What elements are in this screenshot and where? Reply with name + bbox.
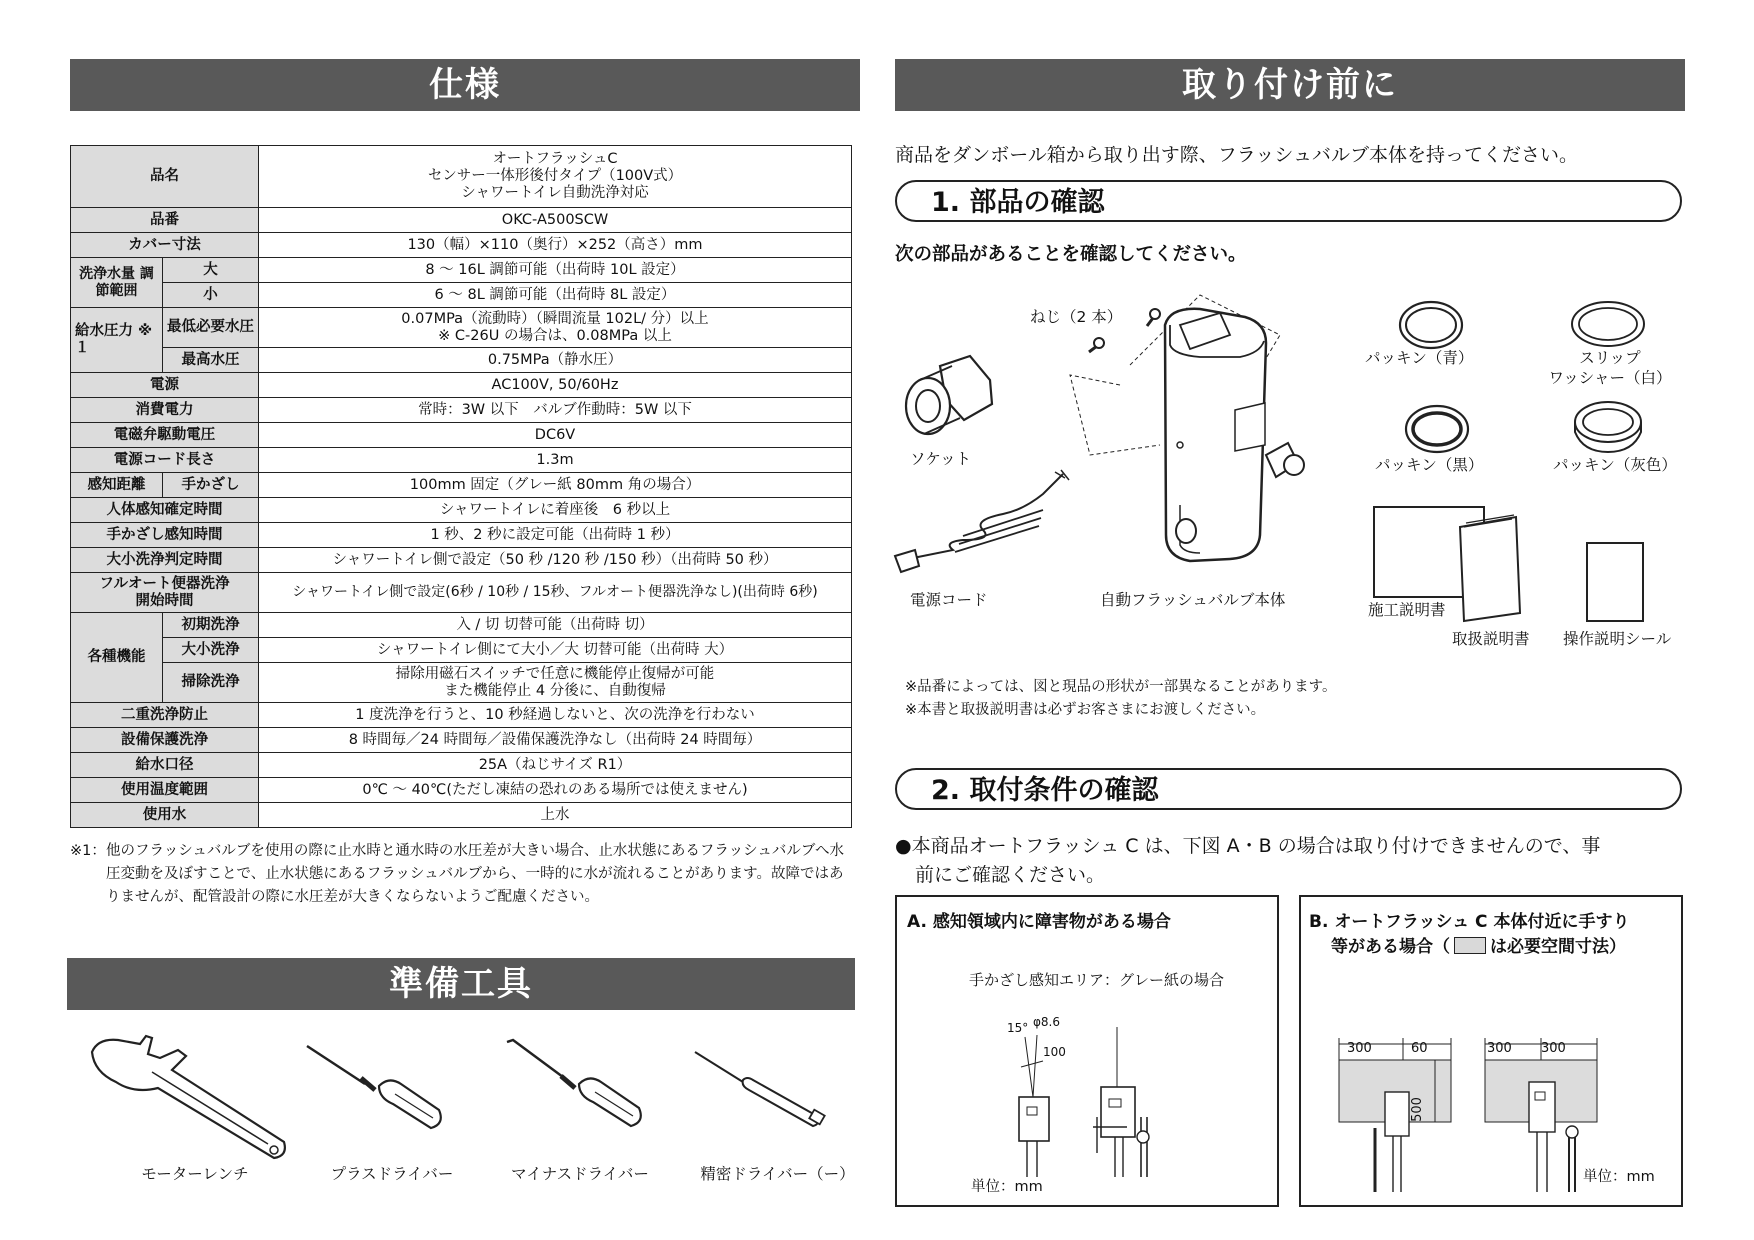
packing-black-icon: [1404, 404, 1470, 454]
table-row: [71, 778, 852, 803]
spec-value: 常時：3W 以下 バルブ作動時：5W 以下: [259, 398, 852, 423]
spec-value: 掃除用磁石スイッチで任意に機能停止復帰が可能 また機能停止 4 分後に、自動復帰: [259, 663, 852, 703]
conditions-lead: ●本商品オートフラッシュ C は、下図 A・B の場合は取り付けできませんので、事: [895, 835, 1601, 857]
case-b-dim: 60: [1411, 1041, 1428, 1056]
table-row: [71, 613, 852, 638]
spec-value: 100mm 固定（グレー紙 80mm 角の場合）: [259, 473, 852, 498]
spec-value: 1.3m: [259, 448, 852, 473]
table-row: [71, 423, 852, 448]
spec-label: フルオート便器洗浄 開始時間: [71, 573, 259, 613]
spec-label: 大小洗浄判定時間: [71, 548, 259, 573]
table-row: [71, 498, 852, 523]
spec-value: AC100V, 50/60Hz: [259, 373, 852, 398]
spec-label: 給水口径: [71, 753, 259, 778]
spec-label: 品番: [71, 208, 259, 233]
spec-table: [70, 145, 852, 828]
tool-label: モーターレンチ: [141, 1165, 249, 1183]
slip-washer-icon: [1570, 300, 1646, 348]
table-row: [71, 663, 852, 703]
spec-value: シャワートイレ側にて大小／大 切替可能（出荷時 大）: [259, 638, 852, 663]
table-row: [71, 146, 852, 208]
part-label: ワッシャー（白）: [1548, 369, 1672, 387]
spec-value: OKC-A500SCW: [259, 208, 852, 233]
case-a-dist: 100: [1043, 1045, 1066, 1059]
spec-value: 8 ～ 16L 調節可能（出荷時 10L 設定）: [259, 258, 852, 283]
packing-blue-icon: [1398, 300, 1464, 350]
spec-label: 電源: [71, 373, 259, 398]
part-label: パッキン（青）: [1365, 349, 1474, 367]
spec-value: 1 秒、2 秒に設定可能（出荷時 1 秒）: [259, 523, 852, 548]
spec-value: 6 ～ 8L 調節可能（出荷時 8L 設定）: [259, 283, 852, 308]
table-row: [71, 548, 852, 573]
spec-value: 1 度洗浄を行うと、10 秒経過しないと、次の洗浄を行わない: [259, 703, 852, 728]
spec-value: シャワートイレに着座後 6 秒以上: [259, 498, 852, 523]
tool-label: プラスドライバー: [330, 1165, 454, 1183]
spec-sub-label: 最低必要水圧: [163, 308, 259, 348]
part-label: 施工説明書: [1368, 601, 1446, 619]
part-label: スリップ: [1579, 349, 1641, 367]
spec-value: 25A（ねじサイズ R1）: [259, 753, 852, 778]
spec-sub-label: 小: [163, 283, 259, 308]
case-b-dim: 300: [1487, 1041, 1512, 1056]
table-row: [71, 448, 852, 473]
spec-label: 二重洗浄防止: [71, 703, 259, 728]
case-a-angle: 15°: [1007, 1021, 1029, 1035]
case-a-unit: 単位：mm: [971, 1179, 1043, 1195]
table-row: [71, 753, 852, 778]
socket-icon: [900, 350, 1000, 450]
part-label: 操作説明シール: [1563, 630, 1672, 648]
table-row: [71, 348, 852, 373]
table-row: [71, 373, 852, 398]
parts-note: ※本書と取扱説明書は必ずお客さまにお渡しください。: [905, 702, 1266, 718]
spec-sub-label: 大小洗浄: [163, 638, 259, 663]
prep-banner: 取り付け前に: [895, 59, 1685, 111]
parts-lead: 次の部品があることを確認してください。: [895, 244, 1247, 265]
phillips-screwdriver-icon: [305, 1044, 445, 1134]
spec-value: 0.07MPa（流動時）（瞬間流量 102L/ 分）以上 ※ C-26U の場合は、0.08MPa 以上: [259, 308, 852, 348]
spec-value: 130（幅）×110（奥行）×252（高さ）mm: [259, 233, 852, 258]
spec-label: 人体感知確定時間: [71, 498, 259, 523]
spec-banner: 仕様: [70, 59, 860, 111]
tool-label: 精密ドライバー（ー）: [700, 1165, 855, 1183]
case-a-title: A. 感知領域内に障害物がある場合: [907, 912, 1171, 932]
table-row: [71, 523, 852, 548]
monkey-wrench-icon: [88, 1032, 288, 1162]
power-cord-icon: [893, 470, 1073, 580]
spec-value: 上水: [259, 803, 852, 828]
table-row: [71, 283, 852, 308]
case-b-title: 等がある場合（ は必要空間寸法）: [1331, 937, 1626, 957]
spec-label: 電源コード長さ: [71, 448, 259, 473]
case-b-title: B. オートフラッシュ C 本体付近に手すり: [1309, 912, 1630, 932]
spec-label: カバー寸法: [71, 233, 259, 258]
conditions-lead: 前にご確認ください。: [915, 864, 1106, 886]
tools-banner: 準備工具: [67, 958, 855, 1010]
spec-label: 使用温度範囲: [71, 778, 259, 803]
parts-note: ※品番によっては、図と現品の形状が一部異なることがあります。: [905, 679, 1337, 695]
spec-label: 使用水: [71, 803, 259, 828]
spec-label: 品名: [71, 146, 259, 208]
intro-text: 商品をダンボール箱から取り出す際、フラッシュバルブ本体を持ってください。: [895, 144, 1579, 166]
spec-sub-label: 初期洗浄: [163, 613, 259, 638]
spec-label: 電磁弁駆動電圧: [71, 423, 259, 448]
spec-label: 設備保護洗浄: [71, 728, 259, 753]
spec-value: オートフラッシュC センサー一体形後付タイプ（100V式） シャワートイレ自動洗浄対応: [259, 146, 852, 208]
spec-sub-label: 大: [163, 258, 259, 283]
table-row: [71, 398, 852, 423]
spec-label: 消費電力: [71, 398, 259, 423]
part-label: パッキン（黒）: [1375, 456, 1484, 474]
case-a-area: 手かざし感知エリア：グレー紙の場合: [969, 971, 1225, 989]
section-parts-heading: 1. 部品の確認: [895, 180, 1682, 222]
table-row: [71, 573, 852, 613]
table-row: [71, 703, 852, 728]
spec-value: 0℃ ～ 40℃(ただし凍結の恐れのある場所では使えません): [259, 778, 852, 803]
spec-value: 0.75MPa（静水圧）: [259, 348, 852, 373]
gray-swatch-icon: [1454, 937, 1486, 954]
table-row: [71, 638, 852, 663]
case-b-dim: 500: [1409, 1097, 1425, 1122]
spec-group-label: 洗浄水量 調節範囲: [71, 258, 163, 308]
table-row: [71, 233, 852, 258]
spec-group-label: 給水圧力 ※１: [71, 308, 163, 373]
part-label: 自動フラッシュバルブ本体: [1100, 591, 1286, 609]
case-a-box: [895, 895, 1279, 1207]
table-row: [71, 473, 852, 498]
packing-gray-icon: [1573, 400, 1643, 456]
valve-body-icon: [1070, 295, 1330, 585]
part-label: パッキン（灰色）: [1553, 456, 1677, 474]
table-row: [71, 728, 852, 753]
precision-screwdriver-icon: [693, 1050, 833, 1130]
spec-footnote: ※1： 他のフラッシュバルブを使用の際に止水時と通水時の水圧差が大きい場合、止水状態にあるフラッシュバルブへ水圧変動を及ぼすことで、止水状態にあるフラッシュバルブから、一時的に水が流れることがあります。故障ではありませんが、配管設計の際に水圧差が大きくならないようご配慮ください。: [70, 843, 845, 905]
spec-sub-label: 最高水圧: [163, 348, 259, 373]
tool-label: マイナスドライバー: [511, 1165, 649, 1183]
case-a-dia: φ8.6: [1033, 1015, 1060, 1029]
flathead-screwdriver-icon: [505, 1040, 645, 1135]
part-label: 取扱説明書: [1452, 630, 1530, 648]
case-b-unit: 単位：mm: [1583, 1169, 1655, 1185]
part-label: ソケット: [910, 450, 972, 468]
spec-value: シャワートイレ側で設定（50 秒 /120 秒 /150 秒）（出荷時 50 秒）: [259, 548, 852, 573]
part-label: ねじ（2 本）: [1030, 308, 1123, 326]
section-conditions-heading: 2. 取付条件の確認: [895, 768, 1682, 810]
spec-value: シャワートイレ側で設定(6秒 / 10秒 / 15秒、フルオート便器洗浄なし)(出荷時 6秒): [259, 573, 852, 613]
spec-value: 入 / 切 切替可能（出荷時 切）: [259, 613, 852, 638]
table-row: [71, 258, 852, 283]
spec-value: DC6V: [259, 423, 852, 448]
spec-sub-label: 掃除洗浄: [163, 663, 259, 703]
case-b-dim: 300: [1347, 1041, 1372, 1056]
case-b-dim: 300: [1541, 1041, 1566, 1056]
sticker-sheet-icon: [1585, 541, 1645, 623]
table-row: [71, 803, 852, 828]
part-label: 電源コード: [910, 591, 988, 609]
spec-group-label: 各種機能: [71, 613, 163, 703]
case-b-box: [1299, 895, 1683, 1207]
spec-value: 8 時間毎／24 時間毎／設備保護洗浄なし（出荷時 24 時間毎）: [259, 728, 852, 753]
spec-sub-label: 手かざし: [163, 473, 259, 498]
case-a-diagram: [997, 1027, 1197, 1177]
table-row: [71, 208, 852, 233]
spec-label: 手かざし感知時間: [71, 523, 259, 548]
spec-group-label: 感知距離: [71, 473, 163, 498]
table-row: [71, 308, 852, 348]
